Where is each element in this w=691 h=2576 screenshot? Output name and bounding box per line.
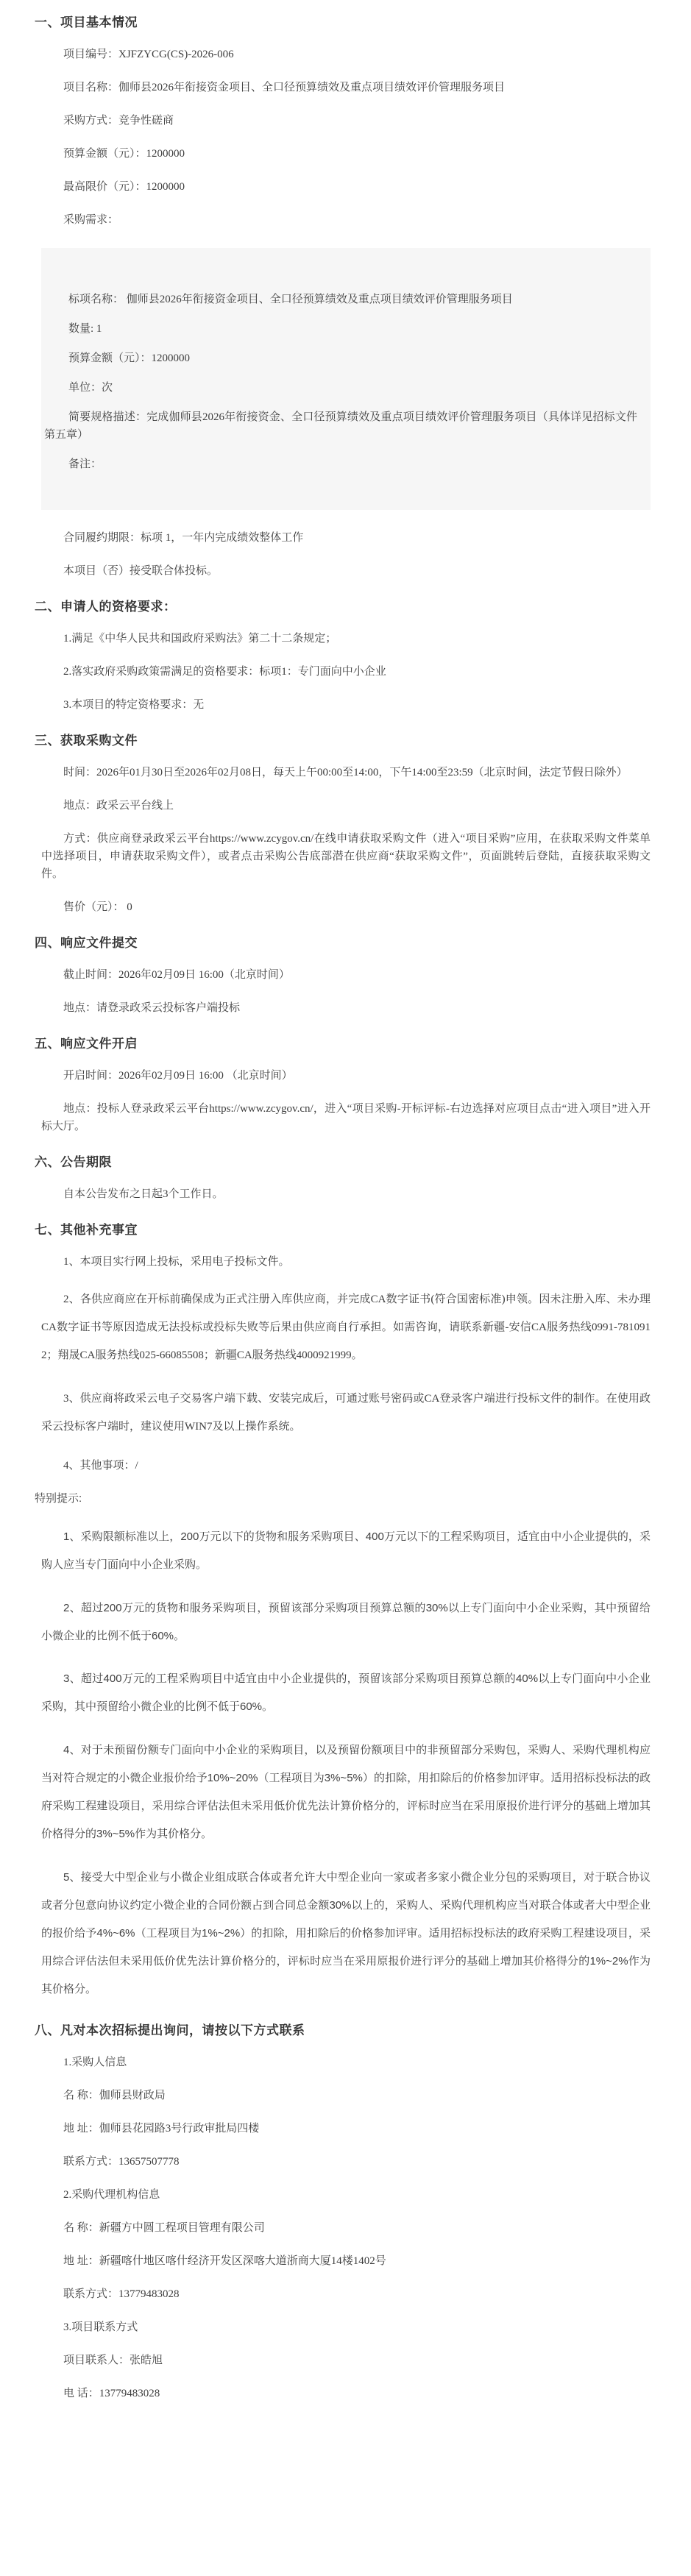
special-notice-item-1: 1、采购限额标准以上，200万元以下的货物和服务采购项目、400万元以下的工程采购项目，适宜由中小企业提供的，采购人应当专门面向中小企业采购。: [41, 1530, 651, 1571]
purchaser-contact: 联系方式：13657507778: [63, 2155, 180, 2168]
section-heading-qualification: 二、申请人的资格要求：: [35, 600, 177, 614]
obtain-method: 方式：供应商登录政采云平台https://www.zcygov.cn/在线申请获取采购文件（进入“项目采购”应用，在获取采购文件菜单中选择项目，申请获取采购文件），或者点击采购公告底部潜在供应商“获取采购文件”，页面跳转后登陆，直接获取采购文件。: [41, 833, 651, 880]
obtain-time: 时间：2026年01月30日至2026年02月08日，每天上午00:00至14:00，下午14:00至23:59（北京时间，法定节假日除外）: [63, 767, 628, 778]
supplementary-item-3: 3、供应商将政采云电子交易客户端下载、安装完成后，可通过账号密码或CA登录客户端进行投标文件的制作。在使用政采云投标客户端时，建议使用WIN7及以上操作系统。: [41, 1392, 651, 1433]
opening-time: 开启时间：2026年02月09日 16:00 （北京时间）: [63, 1070, 293, 1082]
contract-performance-period: 合同履约期限：标项 1，一年内完成绩效整体工作: [63, 532, 304, 544]
qualification-item-3: 3.本项目的特定资格要求：无: [63, 699, 205, 711]
budget-amount: 预算金额（元）：1200000: [63, 148, 185, 160]
section-heading-obtain-documents: 三、获取采购文件: [35, 734, 138, 748]
section-heading-basic-info: 一、项目基本情况: [35, 15, 138, 29]
project-contact-title: 3.项目联系方式: [63, 2321, 138, 2333]
project-number: 项目编号：XJFZYCG(CS)-2026-006: [63, 49, 234, 60]
lot-quantity: 数量: 1: [68, 323, 102, 335]
special-notice-item-5: 5、接受大中型企业与小微企业组成联合体或者允许大中型企业向一家或者多家小微企业分包的采购项目，对于联合协议或者分包意向协议约定小微企业的合同份额占到合同总金额30%以上的，采购人、采购代理机构应当对联合体或者大中型企业的报价给予4%~6%（工程项目为1%~2%）的扣除，用扣除后的价格参加评审。适用招标投标法的政府采购工程建设项目，采用综合评估法但未采用低价优先法计算价格分的，评标时应当在采用原报价进行评分的基础上增加其价格得分的1%~2%作为其价格分。: [41, 1871, 651, 1995]
qualification-item-1: 1.满足《中华人民共和国政府采购法》第二十二条规定；: [63, 633, 337, 645]
opening-location: 地点：投标人登录政采云平台https://www.zcygov.cn/，进入“项目采购-开标评标-右边选择对应项目点击“进入项目”进入开标大厅。: [41, 1103, 651, 1132]
submission-deadline: 截止时间：2026年02月09日 16:00（北京时间）: [63, 969, 290, 981]
announcement-period-text: 自本公告发布之日起3个工作日。: [63, 1188, 224, 1200]
lot-spec-description: 简要规格描述：完成伽师县2026年衔接资金、全口径预算绩效及重点项目绩效评价管理服务项目（具体详见招标文件第五章）: [44, 411, 637, 441]
section-heading-announcement-period: 六、公告期限: [35, 1155, 112, 1169]
purchaser-info-title: 1.采购人信息: [63, 2056, 127, 2068]
agency-address: 地 址：新疆喀什地区喀什经济开发区深喀大道浙商大厦14楼1402号: [63, 2254, 386, 2267]
project-name: 项目名称：伽师县2026年衔接资金项目、全口径预算绩效及重点项目绩效评价管理服务项目: [63, 82, 506, 93]
document-price: 售价（元）： 0: [63, 901, 132, 913]
lot-detail-box: [41, 248, 651, 510]
lot-remark: 备注：: [68, 458, 102, 470]
agency-name: 名 称：新疆方中圆工程项目管理有限公司: [63, 2221, 265, 2234]
consortium-bidding-statement: 本项目（否）接受联合体投标。: [63, 565, 219, 577]
special-notice-item-3: 3、超过400万元的工程采购项目中适宜由中小企业提供的，预留该部分采购项目预算总额的40%以上专门面向中小企业采购，其中预留给小微企业的比例不低于60%。: [41, 1672, 651, 1714]
purchaser-address: 地 址：伽师县花园路3号行政审批局四楼: [63, 2122, 260, 2135]
project-contact-phone: 电 话：13779483028: [63, 2387, 160, 2399]
obtain-location: 地点：政采云平台线上: [63, 800, 174, 812]
agency-contact: 联系方式：13779483028: [63, 2288, 180, 2300]
supplementary-item-4: 4、其他事项：/: [63, 1459, 138, 1472]
section-heading-response-submission: 四、响应文件提交: [35, 936, 138, 950]
lot-name: 标项名称： 伽师县2026年衔接资金项目、全口径预算绩效及重点项目绩效评价管理服务项目: [68, 294, 513, 305]
project-contact-person: 项目联系人：张皓旭: [63, 2354, 163, 2366]
submission-location: 地点：请登录政采云投标客户端投标: [63, 1002, 241, 1014]
procurement-demand-label: 采购需求：: [63, 214, 119, 226]
lot-budget: 预算金额（元）：1200000: [68, 352, 191, 364]
special-notice-title: 特别提示:: [35, 1491, 82, 1505]
special-notice-item-4: 4、对于未预留份额专门面向中小企业的采购项目，以及预留份额项目中的非预留部分采购包，采购人、采购代理机构应当对符合规定的小微企业报价给予10%~20%（工程项目为3%~5%）的扣除，用扣除后的价格参加评审。适用招标投标法的政府采购工程建设项目，采用综合评估法但未采用低价优先法计算价格分的，评标时应当在采用原报价进行评分的基础上增加其价格得分的3%~5%作为其价格分。: [41, 1744, 651, 1841]
section-heading-response-opening: 五、响应文件开启: [35, 1037, 138, 1051]
special-notice-item-2: 2、超过200万元的货物和服务采购项目，预留该部分采购项目预算总额的30%以上专门面向中小企业采购，其中预留给小微企业的比例不低于60%。: [41, 1601, 651, 1642]
agency-info-title: 2.采购代理机构信息: [63, 2188, 160, 2201]
section-heading-supplementary: 七、其他补充事宜: [35, 1223, 138, 1237]
section-heading-contact: 八、凡对本次招标提出询问，请按以下方式联系: [35, 2023, 305, 2037]
procurement-method: 采购方式：竞争性磋商: [63, 115, 174, 127]
qualification-item-2: 2.落实政府采购政策需满足的资格要求：标项1：专门面向中小企业: [63, 666, 386, 678]
supplementary-item-1: 1、本项目实行网上投标，采用电子投标文件。: [63, 1256, 290, 1268]
purchaser-name: 名 称：伽师县财政局: [63, 2089, 166, 2101]
supplementary-item-2: 2、各供应商应在开标前确保成为正式注册入库供应商，并完成CA数字证书(符合国密标准)申领。因未注册入库、未办理CA数字证书等原因造成无法投标或投标失败等后果由供应商自行承担。如需咨询，请联系新疆-安信CA服务热线0991-7810912；翔晟CA服务热线025-66085508；新疆CA服务热线4000921999。: [41, 1294, 651, 1361]
lot-unit: 单位：次: [68, 382, 113, 394]
max-price-limit: 最高限价（元）：1200000: [63, 181, 185, 193]
